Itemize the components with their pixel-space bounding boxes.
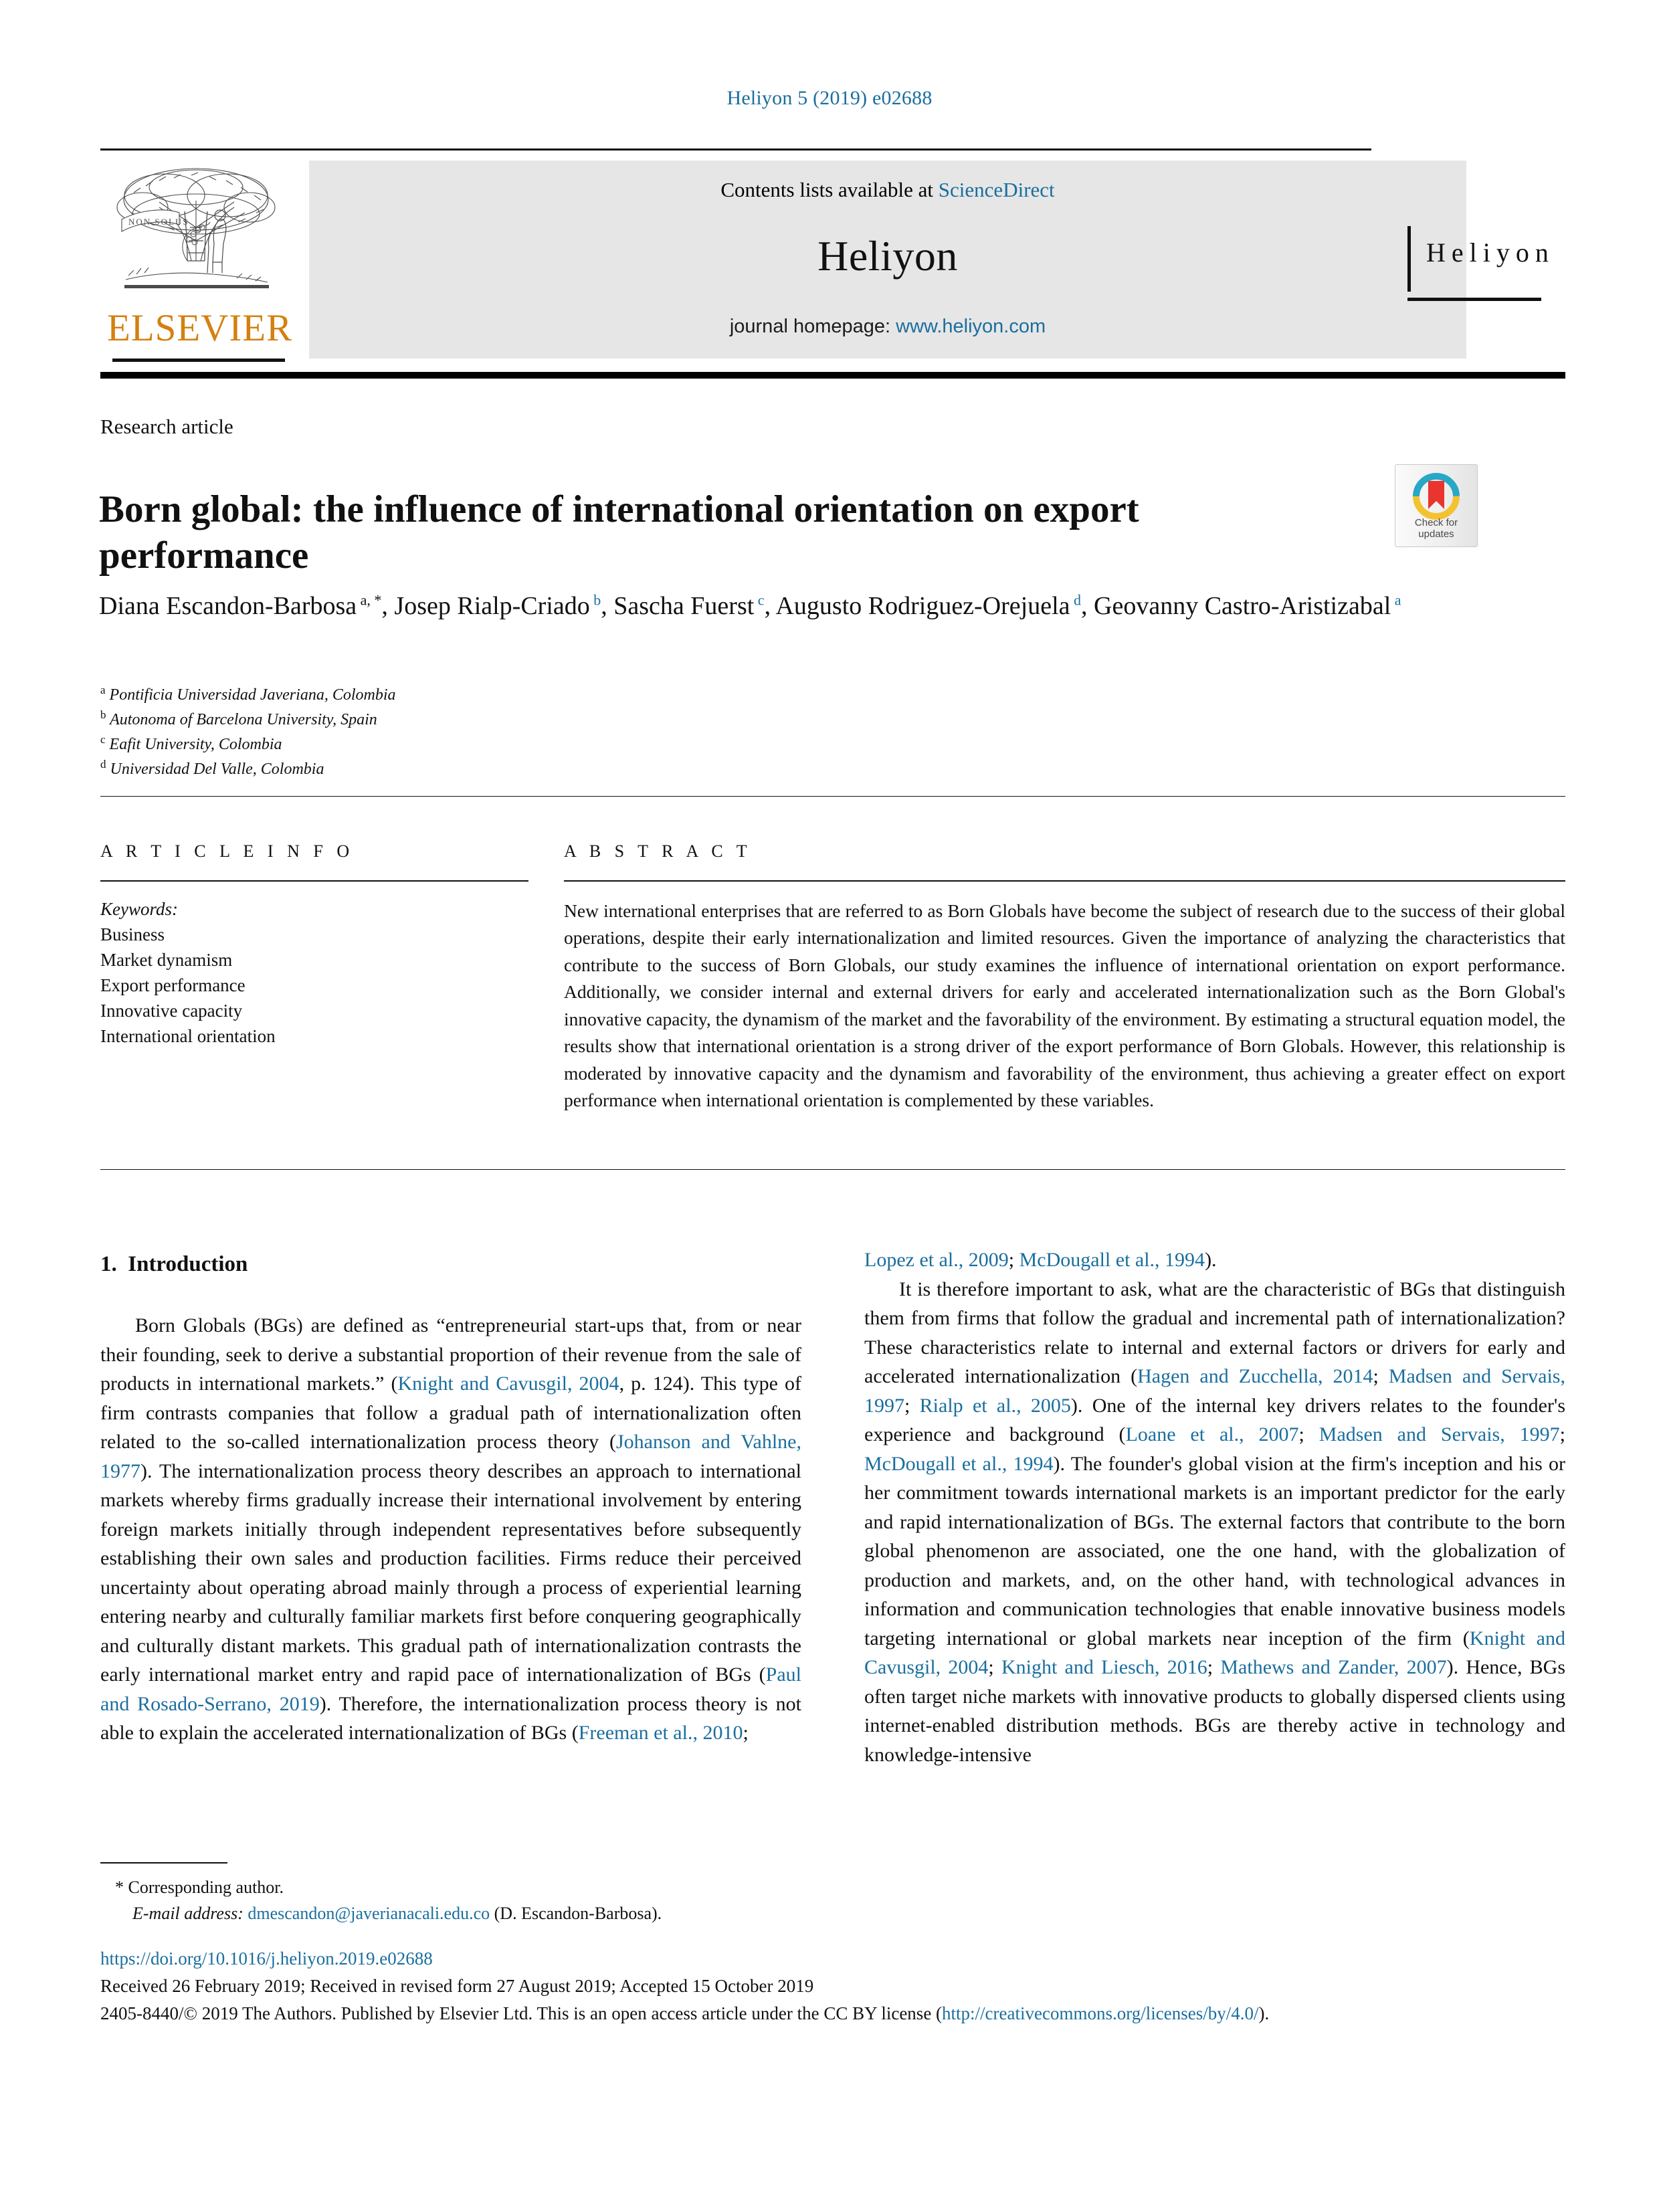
logo-bottom-bar [1407, 298, 1541, 301]
sciencedirect-link[interactable]: ScienceDirect [938, 178, 1055, 201]
abstract-heading: A B S T R A C T [564, 841, 752, 861]
footnote-rule [100, 1862, 227, 1864]
citation-link[interactable]: Knight and Cavusgil, 2004 [397, 1373, 619, 1395]
crossmark-line1: Check for [1414, 516, 1458, 528]
elsevier-rule [112, 359, 285, 362]
citation-link[interactable]: Rialp et al., 2005 [919, 1394, 1071, 1417]
email-suffix: (D. Escandon-Barbosa). [494, 1904, 662, 1923]
contents-line [309, 178, 1466, 202]
email-note [100, 1900, 903, 1926]
author-name: Sascha Fuerst [613, 592, 755, 620]
article-info-heading: A R T I C L E I N F O [100, 841, 355, 861]
crossmark-badge[interactable] [1395, 464, 1478, 547]
heliyon-journal-logo [1407, 226, 1565, 301]
author-name: Diana Escandon-Barbosa [99, 592, 357, 620]
license-link[interactable]: http://creativecommons.org/licenses/by/4.0/ [942, 2003, 1259, 2024]
crossmark-line2: updates [1418, 528, 1454, 540]
affiliation-mark: b [100, 708, 106, 722]
keyword-item: International orientation [100, 1026, 276, 1047]
journal-masthead [100, 161, 1565, 368]
corresponding-author-note: * Corresponding author. [115, 1878, 284, 1897]
author-name: Geovanny Castro-Aristizabal [1094, 592, 1391, 620]
doi-line [100, 1945, 1572, 1973]
section-heading-introduction [100, 1252, 248, 1277]
abstract-top-rule [100, 796, 1565, 797]
masthead-top-rule [100, 148, 1371, 150]
citation-link[interactable]: Mathews and Zander, 2007 [1220, 1656, 1447, 1678]
heliyon-logo-text: Heliyon [1426, 237, 1555, 268]
abstract-column [564, 841, 1565, 1114]
citation-link[interactable]: Madsen and Servais, 1997 [864, 1365, 1565, 1417]
body-column-right [864, 1245, 1565, 1769]
citation-link[interactable]: Loane et al., 2007 [1125, 1423, 1299, 1445]
journal-title: Heliyon [817, 232, 958, 280]
citation-link[interactable]: Johanson and Vahlne, 1977 [100, 1431, 801, 1482]
author-affiliation-mark: c [754, 591, 765, 609]
article-type: Research article [100, 415, 233, 438]
sciencedirect-band [309, 161, 1466, 359]
email-label: E-mail address: [132, 1904, 243, 1923]
affiliation-mark: c [100, 733, 106, 746]
body-column-left [100, 1311, 801, 1748]
affiliation-item: $^c$ Eafit University, Colombia [100, 733, 282, 754]
citation-link[interactable]: McDougall et al., 1994 [1019, 1249, 1205, 1271]
citation-link[interactable]: Knight and Liesch, 2016 [1001, 1656, 1207, 1678]
author-affiliation-mark: a [1391, 591, 1401, 609]
license-line [100, 2000, 1572, 2027]
abstract-bottom-rule [100, 1169, 1565, 1170]
license-suffix: ). [1258, 2003, 1270, 2024]
contents-prefix: Contents lists available at [720, 178, 939, 201]
keyword-item: Innovative capacity [100, 1001, 243, 1021]
crossmark-label [1395, 517, 1477, 540]
keyword-item: Business [100, 924, 165, 945]
page-title: Born global: the influence of international orientation on export performance [99, 488, 1139, 577]
author-list: Diana Escandon-Barbosa $^{a, *}$, Josep Rialp-Criado $^b$, Sascha Fuerst $^c$, Augusto Rodriguez-Orejuela $^d$, Geovanny Castro-Aristizabal $^a$ [99, 591, 1401, 620]
homepage-prefix: journal homepage: [729, 316, 896, 337]
svg-text:NON SOLUS: NON SOLUS [128, 217, 189, 227]
doi-link[interactable]: https://doi.org/10.1016/j.heliyon.2019.e02688 [100, 1948, 433, 1969]
affiliation-item: $^a$ Pontificia Universidad Javeriana, Colombia [100, 684, 396, 704]
keywords-block [100, 896, 528, 1049]
elsevier-logo [100, 161, 294, 368]
journal-homepage-link[interactable]: www.heliyon.com [896, 316, 1046, 337]
running-head: Heliyon 5 (2019) e02688 [726, 87, 933, 109]
citation-link[interactable]: McDougall et al., 1994 [864, 1452, 1054, 1475]
affiliation-item: $^d$ Universidad Del Valle, Colombia [100, 758, 324, 779]
affiliation-mark: a [100, 684, 106, 696]
keywords-items [100, 922, 528, 1049]
section-number: 1. [100, 1252, 117, 1276]
citation-link[interactable]: Freeman et al., 2010 [578, 1722, 743, 1744]
keyword-item: Market dynamism [100, 950, 233, 971]
body-paragraph: Born Globals (BGs) are defined as “entrepreneurial start-ups that, from or near their founding, seek to derive a substantial proportion of their revenue from the sale of products in international markets.” (Knight and Cavusgil, 2004, p. 124). This type of firm contrasts companies that follow a gradual path of internationalization often related to the so-called internationalization process theory (Johanson and Vahlne, 1977). The internationalization process theory describes an approach to international markets whereby firms gradually increase their international involvement by entering foreign markets initially through independent representatives before subsequently establishing their own sales and production facilities. Firms reduce their perceived uncertainty about operating abroad mainly through a process of experiential learning entering nearby and culturally familiar markets first before conquering geographically and culturally distant markets. This gradual path of internationalization contrasts the early international market entry and rapid pace of internationalization of BGs (Paul and Rosado-Serrano, 2019). Therefore, the internationalization process theory is not able to explain the accelerated internationalization of BGs (Freeman et al., 2010; [100, 1314, 801, 1744]
abstract-text: New international enterprises that are referred to as Born Globals have become the subject of research due to the success of their global operations, despite their early internationalization and limited resources. Given the importance of analyzing the characteristics that contribute to the success of Born Globals, our study examines the influence of international orientation on export performance. Additionally, we consider internal and external drivers for early and accelerated internationalization such as the Born Global's innovative capacity, the dynamism of the market and the favorability of the environment. By estimating a structural equation model, the results show that international orientation is a strong driver of the export performance of Born Globals. However, this relationship is moderated by innovative capacity and the dynamism and favorability of the environment, thus achieving a greater effect on export performance when international orientation is complemented by these variables. [564, 900, 1565, 1110]
author-email-link[interactable]: dmescandon@javerianacali.edu.co [248, 1904, 490, 1923]
keywords-label: Keywords: [100, 899, 178, 919]
received-dates: Received 26 February 2019; Received in revised form 27 August 2019; Accepted 15 October 2019 [100, 1976, 814, 1997]
body-paragraph: It is therefore important to ask, what are the characteristic of BGs that distinguish them from firms that follow the gradual and incremental path of internationalization? These characteristics relate to internal and external factors or drivers for early and accelerated internationalization (Hagen and Zucchella, 2014; Madsen and Servais, 1997; Rialp et al., 2005). One of the internal key drivers relates to the founder's experience and background (Loane et al., 2007; Madsen and Servais, 1997; McDougall et al., 1994). The founder's global vision at the firm's inception and his or her commitment towards international markets is an important predictor for the early and rapid internationalization of BGs. The external factors that contribute to the born global phenomenon are associated, one the one hand, with the globalization of production and markets, and, on the other hand, with technological advances in information and communication technologies that enable innovative business models targeting international or global markets near inception of the firm (Knight and Cavusgil, 2004; Knight and Liesch, 2016; Mathews and Zander, 2007). Hence, BGs often target niche markets with innovative products to globally dispersed clients using internet-enabled distribution methods. BGs are thereby active in technology and knowledge-intensive [864, 1278, 1566, 1766]
affiliation-item: $^b$ Autonoma of Barcelona University, Spain [100, 708, 377, 729]
affiliation-mark: d [100, 758, 106, 771]
logo-left-bar [1407, 226, 1411, 292]
section-title: Introduction [128, 1252, 248, 1276]
citation-link[interactable]: Hagen and Zucchella, 2014 [1137, 1365, 1373, 1387]
elsevier-tree-icon [112, 161, 280, 314]
page-footer [100, 1945, 1572, 2027]
crossmark-icon [1410, 470, 1462, 522]
citation-link[interactable]: Madsen and Servais, 1997 [1319, 1423, 1560, 1445]
citation-link[interactable]: Paul and Rosado-Serrano, 2019 [100, 1664, 801, 1715]
author-affiliation-mark: a, * [357, 591, 382, 609]
abstract-rule [564, 880, 1565, 882]
elsevier-wordmark: ELSEVIER [107, 307, 293, 349]
masthead-black-bar [100, 372, 1565, 379]
author-name: Josep Rialp-Criado [394, 592, 590, 620]
article-info-column [100, 841, 528, 1049]
keyword-item: Export performance [100, 975, 246, 996]
affiliation-list [100, 682, 1037, 781]
footnote-block [100, 1874, 903, 1926]
author-name: Augusto Rodriguez-Orejuela [775, 592, 1070, 620]
author-affiliation-mark: b [589, 591, 601, 609]
citation-link[interactable]: Knight and Cavusgil, 2004 [864, 1627, 1565, 1678]
body-paragraph: Lopez et al., 2009; McDougall et al., 1994). [864, 1249, 1217, 1271]
author-affiliation-mark: d [1070, 591, 1082, 609]
homepage-line [309, 316, 1466, 338]
citation-link[interactable]: Lopez et al., 2009 [864, 1249, 1009, 1271]
article-info-rule [100, 880, 528, 882]
license-prefix: 2405-8440/© 2019 The Authors. Published by Elsevier Ltd. This is an open access article under the CC BY license ( [100, 2003, 943, 2024]
